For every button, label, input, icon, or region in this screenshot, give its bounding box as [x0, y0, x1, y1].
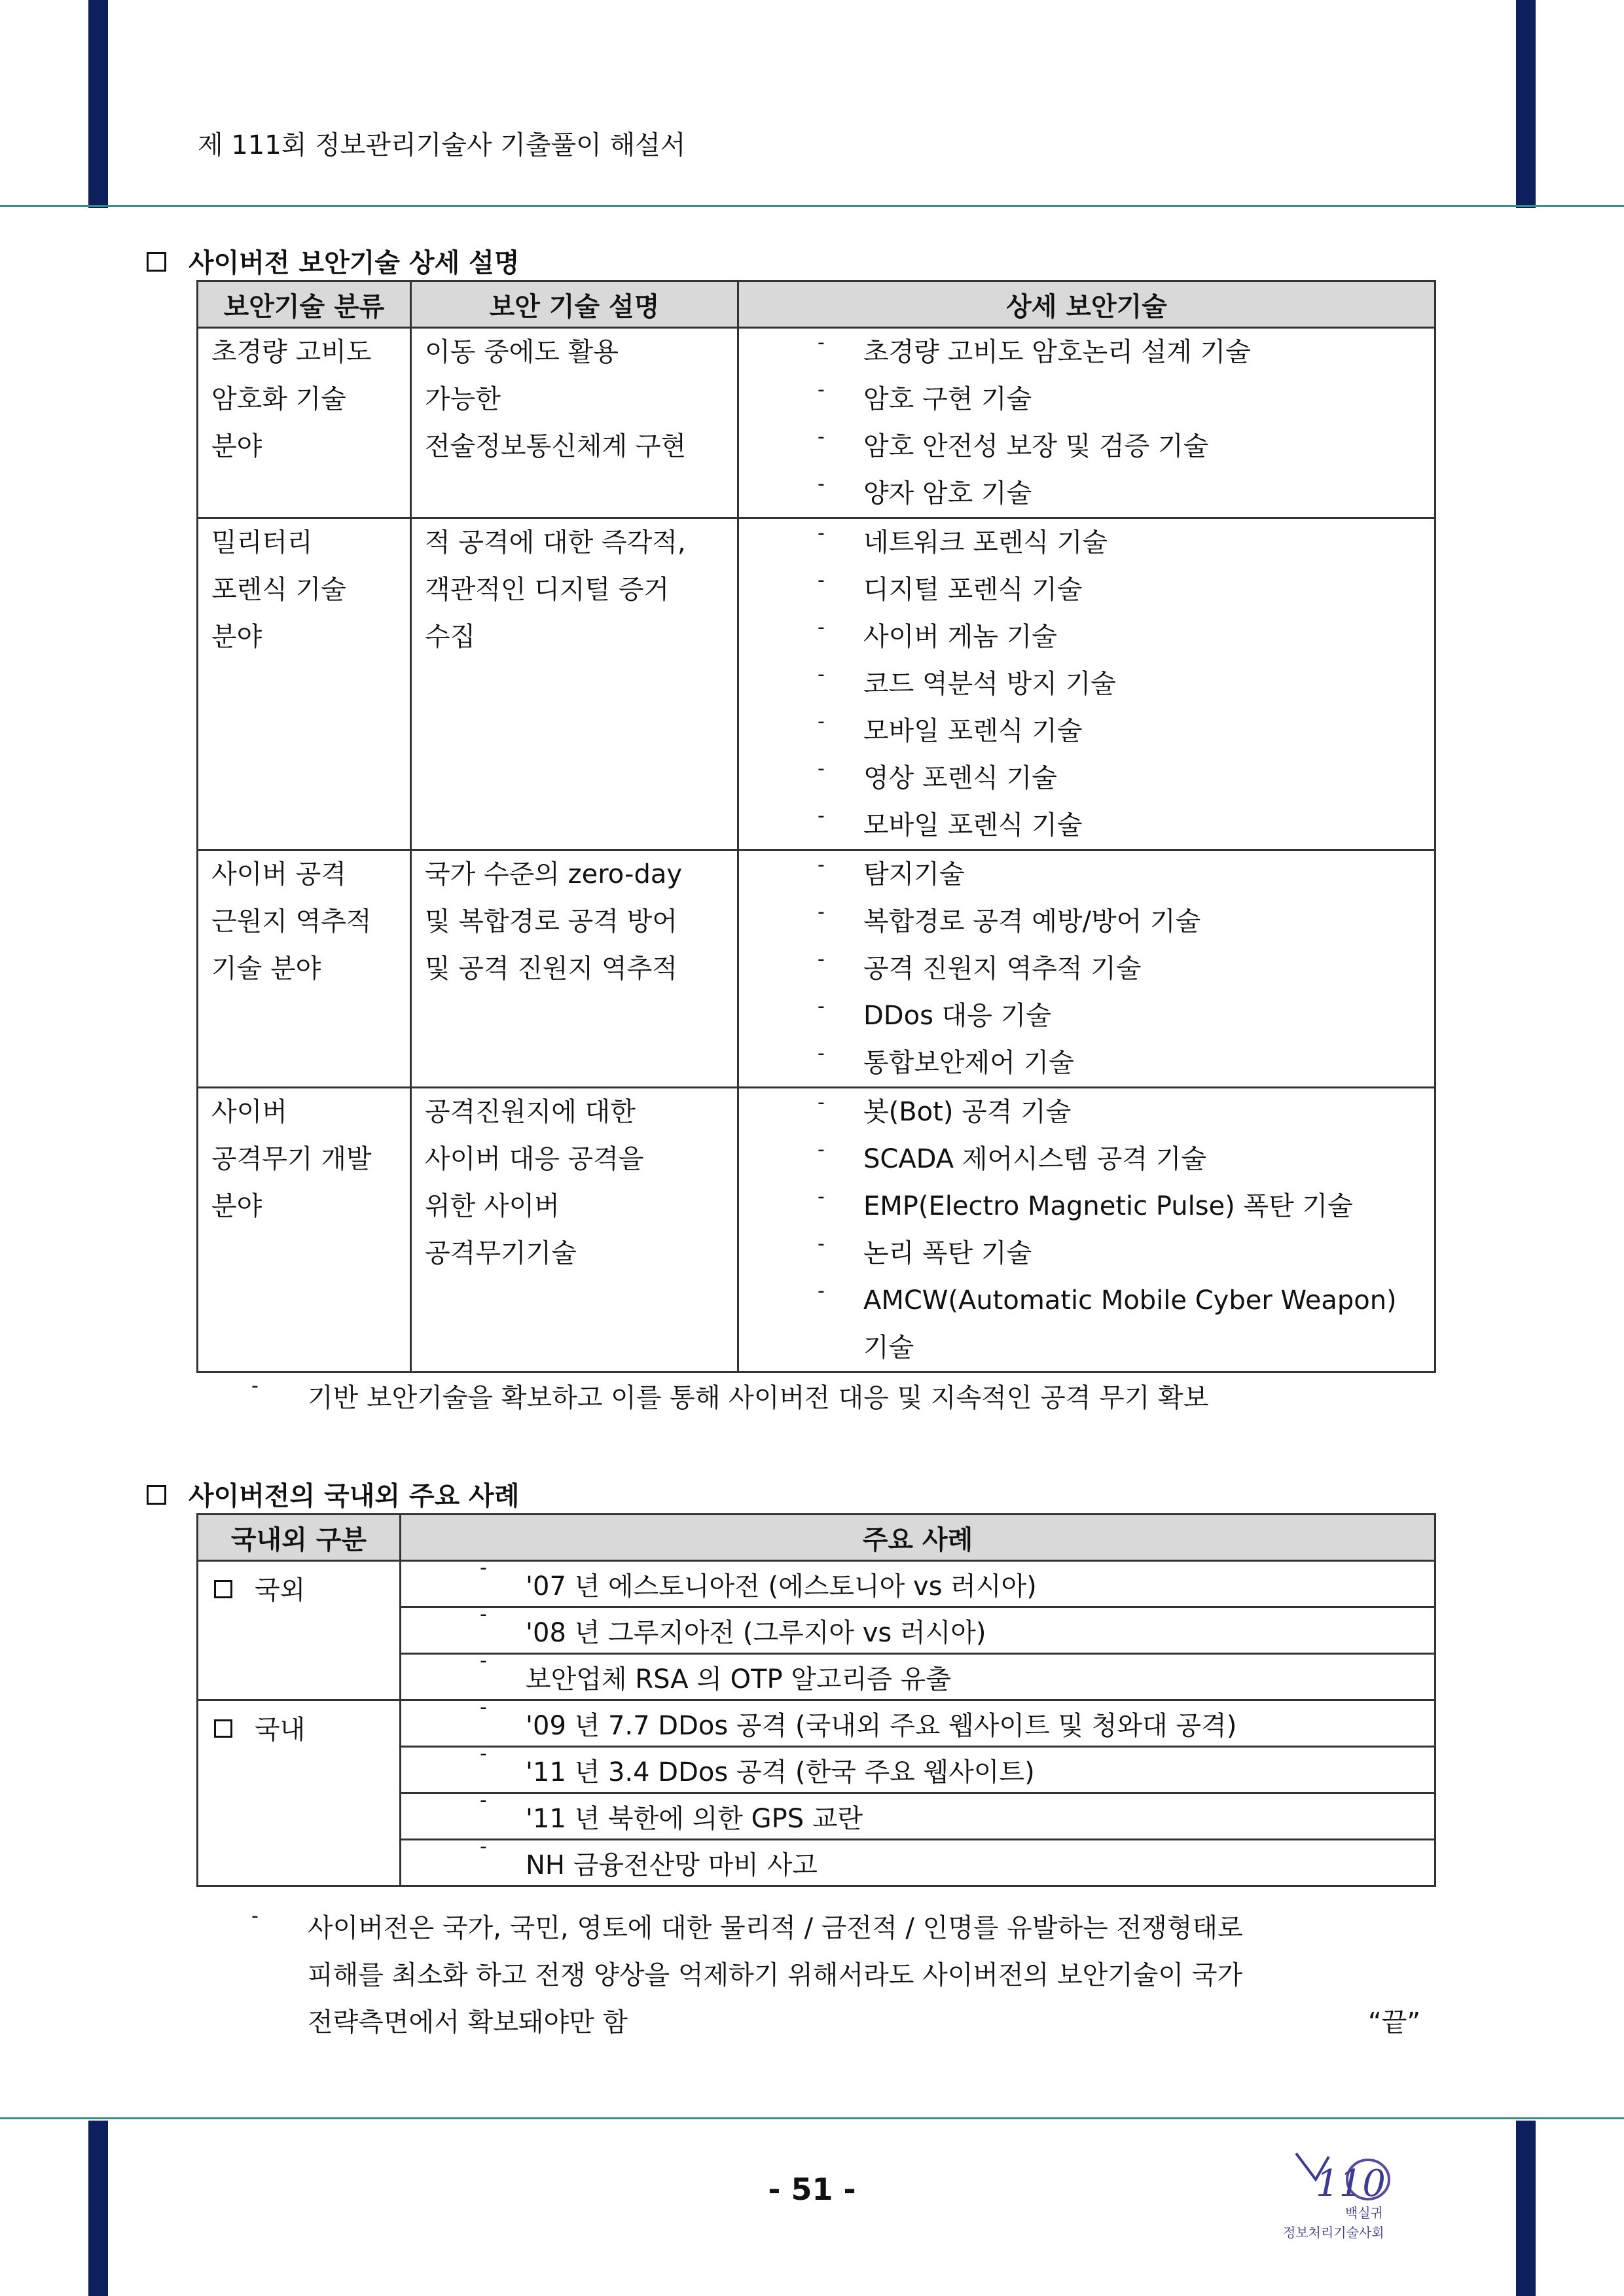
table-row [198, 1700, 1435, 1747]
table-row [198, 850, 1435, 1088]
details-cell [738, 850, 1435, 1088]
description-cell: 이동 중에도 활용 가능한 전술정보통신체계 구현 [411, 328, 738, 518]
list-item: - 봇(Bot) 공격 기술 [752, 1088, 1421, 1136]
col-header: 보안 기술 설명 [411, 281, 738, 328]
description-cell: 국가 수준의 zero-day 및 복합경로 공격 방어 및 공격 진원지 역추적 [411, 850, 738, 1088]
category-cell: 사이버 공격무기 개발 분야 [198, 1088, 411, 1372]
section1-title: 사이버전 보안기술 상세 설명 [147, 242, 519, 279]
footer-rule [0, 2117, 1624, 2119]
case-cell: - '07 년 에스토니아전 (에스토니아 vs 러시아) [401, 1561, 1435, 1607]
list-item: - 논리 폭탄 기술 [752, 1230, 1421, 1277]
category-cell: 사이버 공격 근원지 역추적 기술 분야 [198, 850, 411, 1088]
details-cell [738, 328, 1435, 518]
case-cell: - '11 년 북한에 의한 GPS 교란 [401, 1793, 1435, 1840]
list-item: - 탐지기술 [752, 851, 1421, 898]
list-item: - 양자 암호 기술 [752, 470, 1421, 517]
list-item: - 모바일 포렌식 기술 [752, 802, 1421, 849]
table-header-row [198, 281, 1435, 328]
list-item: - 네트워크 포렌식 기술 [752, 519, 1421, 566]
top-left-bar [88, 0, 108, 208]
table-row [198, 328, 1435, 518]
case-cell: - 보안업체 RSA 의 OTP 알고리즘 유출 [401, 1654, 1435, 1700]
col-header: 국내외 구분 [198, 1515, 401, 1561]
checkbox-bullet-icon [214, 1580, 232, 1598]
category-cell: 초경량 고비도 암호화 기술 분야 [198, 328, 411, 518]
table-header-row [198, 1515, 1435, 1561]
list-item: - 암호 안전성 보장 및 검증 기술 [752, 423, 1421, 470]
col-header: 보안기술 분류 [198, 281, 411, 328]
svg-text:110: 110 [1316, 2162, 1386, 2205]
bottom-right-bar [1516, 2121, 1536, 2296]
bottom-left-bar [88, 2121, 108, 2296]
region-cell: 국외 [198, 1561, 401, 1700]
dash-bullet-icon: - [251, 1374, 259, 1397]
list-item: - 초경량 고비도 암호논리 설계 기술 [752, 329, 1421, 376]
checkbox-bullet-icon [147, 1485, 166, 1505]
section2-note-line: 사이버전은 국가, 국민, 영토에 대한 물리적 / 금전적 / 인명를 유발하는 전쟁형태로 [308, 1913, 1243, 1943]
case-cell: - NH 금융전산망 마비 사고 [401, 1840, 1435, 1886]
svg-text:정보처리기술사회: 정보처리기술사회 [1283, 2225, 1384, 2240]
section2-note-line: 피해를 최소화 하고 전쟁 양상을 억제하기 위해서라도 사이버전의 보안기술이 국가 [308, 1960, 1243, 1990]
details-cell [738, 518, 1435, 850]
case-cell: - '08 년 그루지아전 (그루지아 vs 러시아) [401, 1607, 1435, 1654]
header-rule [0, 205, 1624, 207]
security-tech-table [196, 280, 1436, 1373]
svg-text:백실귀: 백실귀 [1345, 2205, 1383, 2221]
list-item: - 복합경로 공격 예방/방어 기술 [752, 898, 1421, 945]
header-title: 제 111회 정보관리기술사 기출풀이 해설서 [198, 130, 686, 160]
list-item: - 영상 포렌식 기술 [752, 755, 1421, 802]
description-cell: 공격진원지에 대한 사이버 대응 공격을 위한 사이버 공격무기기술 [411, 1088, 738, 1372]
list-item: - 암호 구현 기술 [752, 376, 1421, 423]
list-item: - SCADA 제어시스템 공격 기술 [752, 1136, 1421, 1183]
list-item: - 공격 진원지 역추적 기술 [752, 945, 1421, 992]
section2-title: 사이버전의 국내외 주요 사례 [147, 1475, 519, 1513]
list-item: - 통합보안제어 기술 [752, 1039, 1421, 1086]
list-item: - AMCW(Automatic Mobile Cyber Weapon) [752, 1277, 1421, 1324]
list-item: - DDos 대응 기술 [752, 992, 1421, 1039]
case-cell: - '09 년 7.7 DDos 공격 (국내외 주요 웹사이트 및 청와대 공격) [401, 1700, 1435, 1747]
checkbox-bullet-icon [147, 252, 166, 272]
cases-table [196, 1513, 1436, 1887]
table-row [198, 1088, 1435, 1372]
top-right-bar [1516, 0, 1536, 208]
table-row [198, 1561, 1435, 1607]
section1-note: 기반 보안기술을 확보하고 이를 통해 사이버전 대응 및 지속적인 공격 무기 확보 [308, 1383, 1209, 1413]
col-header: 상세 보안기술 [738, 281, 1435, 328]
logo-icon [1270, 2140, 1420, 2245]
section2-note-line: 전략측면에서 확보돼야만 함 [308, 2007, 628, 2037]
end-mark: “끝” [1368, 2007, 1421, 2037]
category-cell: 밀리터리 포렌식 기술 분야 [198, 518, 411, 850]
checkbox-bullet-icon [214, 1719, 232, 1738]
details-cell [738, 1088, 1435, 1372]
col-header: 주요 사례 [401, 1515, 1435, 1561]
dash-bullet-icon: - [251, 1905, 259, 1928]
table-row [198, 518, 1435, 850]
list-item: - 모바일 포렌식 기술 [752, 708, 1421, 755]
list-item: - 코드 역분석 방지 기술 [752, 660, 1421, 708]
list-item: - 디지털 포렌식 기술 [752, 566, 1421, 613]
page-number: - 51 - [768, 2172, 856, 2207]
region-cell: 국내 [198, 1700, 401, 1886]
description-cell: 적 공격에 대한 즉각적, 객관적인 디지털 증거 수집 [411, 518, 738, 850]
list-item: - 사이버 게놈 기술 [752, 613, 1421, 660]
case-cell: - '11 년 3.4 DDos 공격 (한국 주요 웹사이트) [401, 1747, 1435, 1793]
list-item-continuation: 기술 [863, 1333, 914, 1363]
list-item: - EMP(Electro Magnetic Pulse) 폭탄 기술 [752, 1183, 1421, 1230]
